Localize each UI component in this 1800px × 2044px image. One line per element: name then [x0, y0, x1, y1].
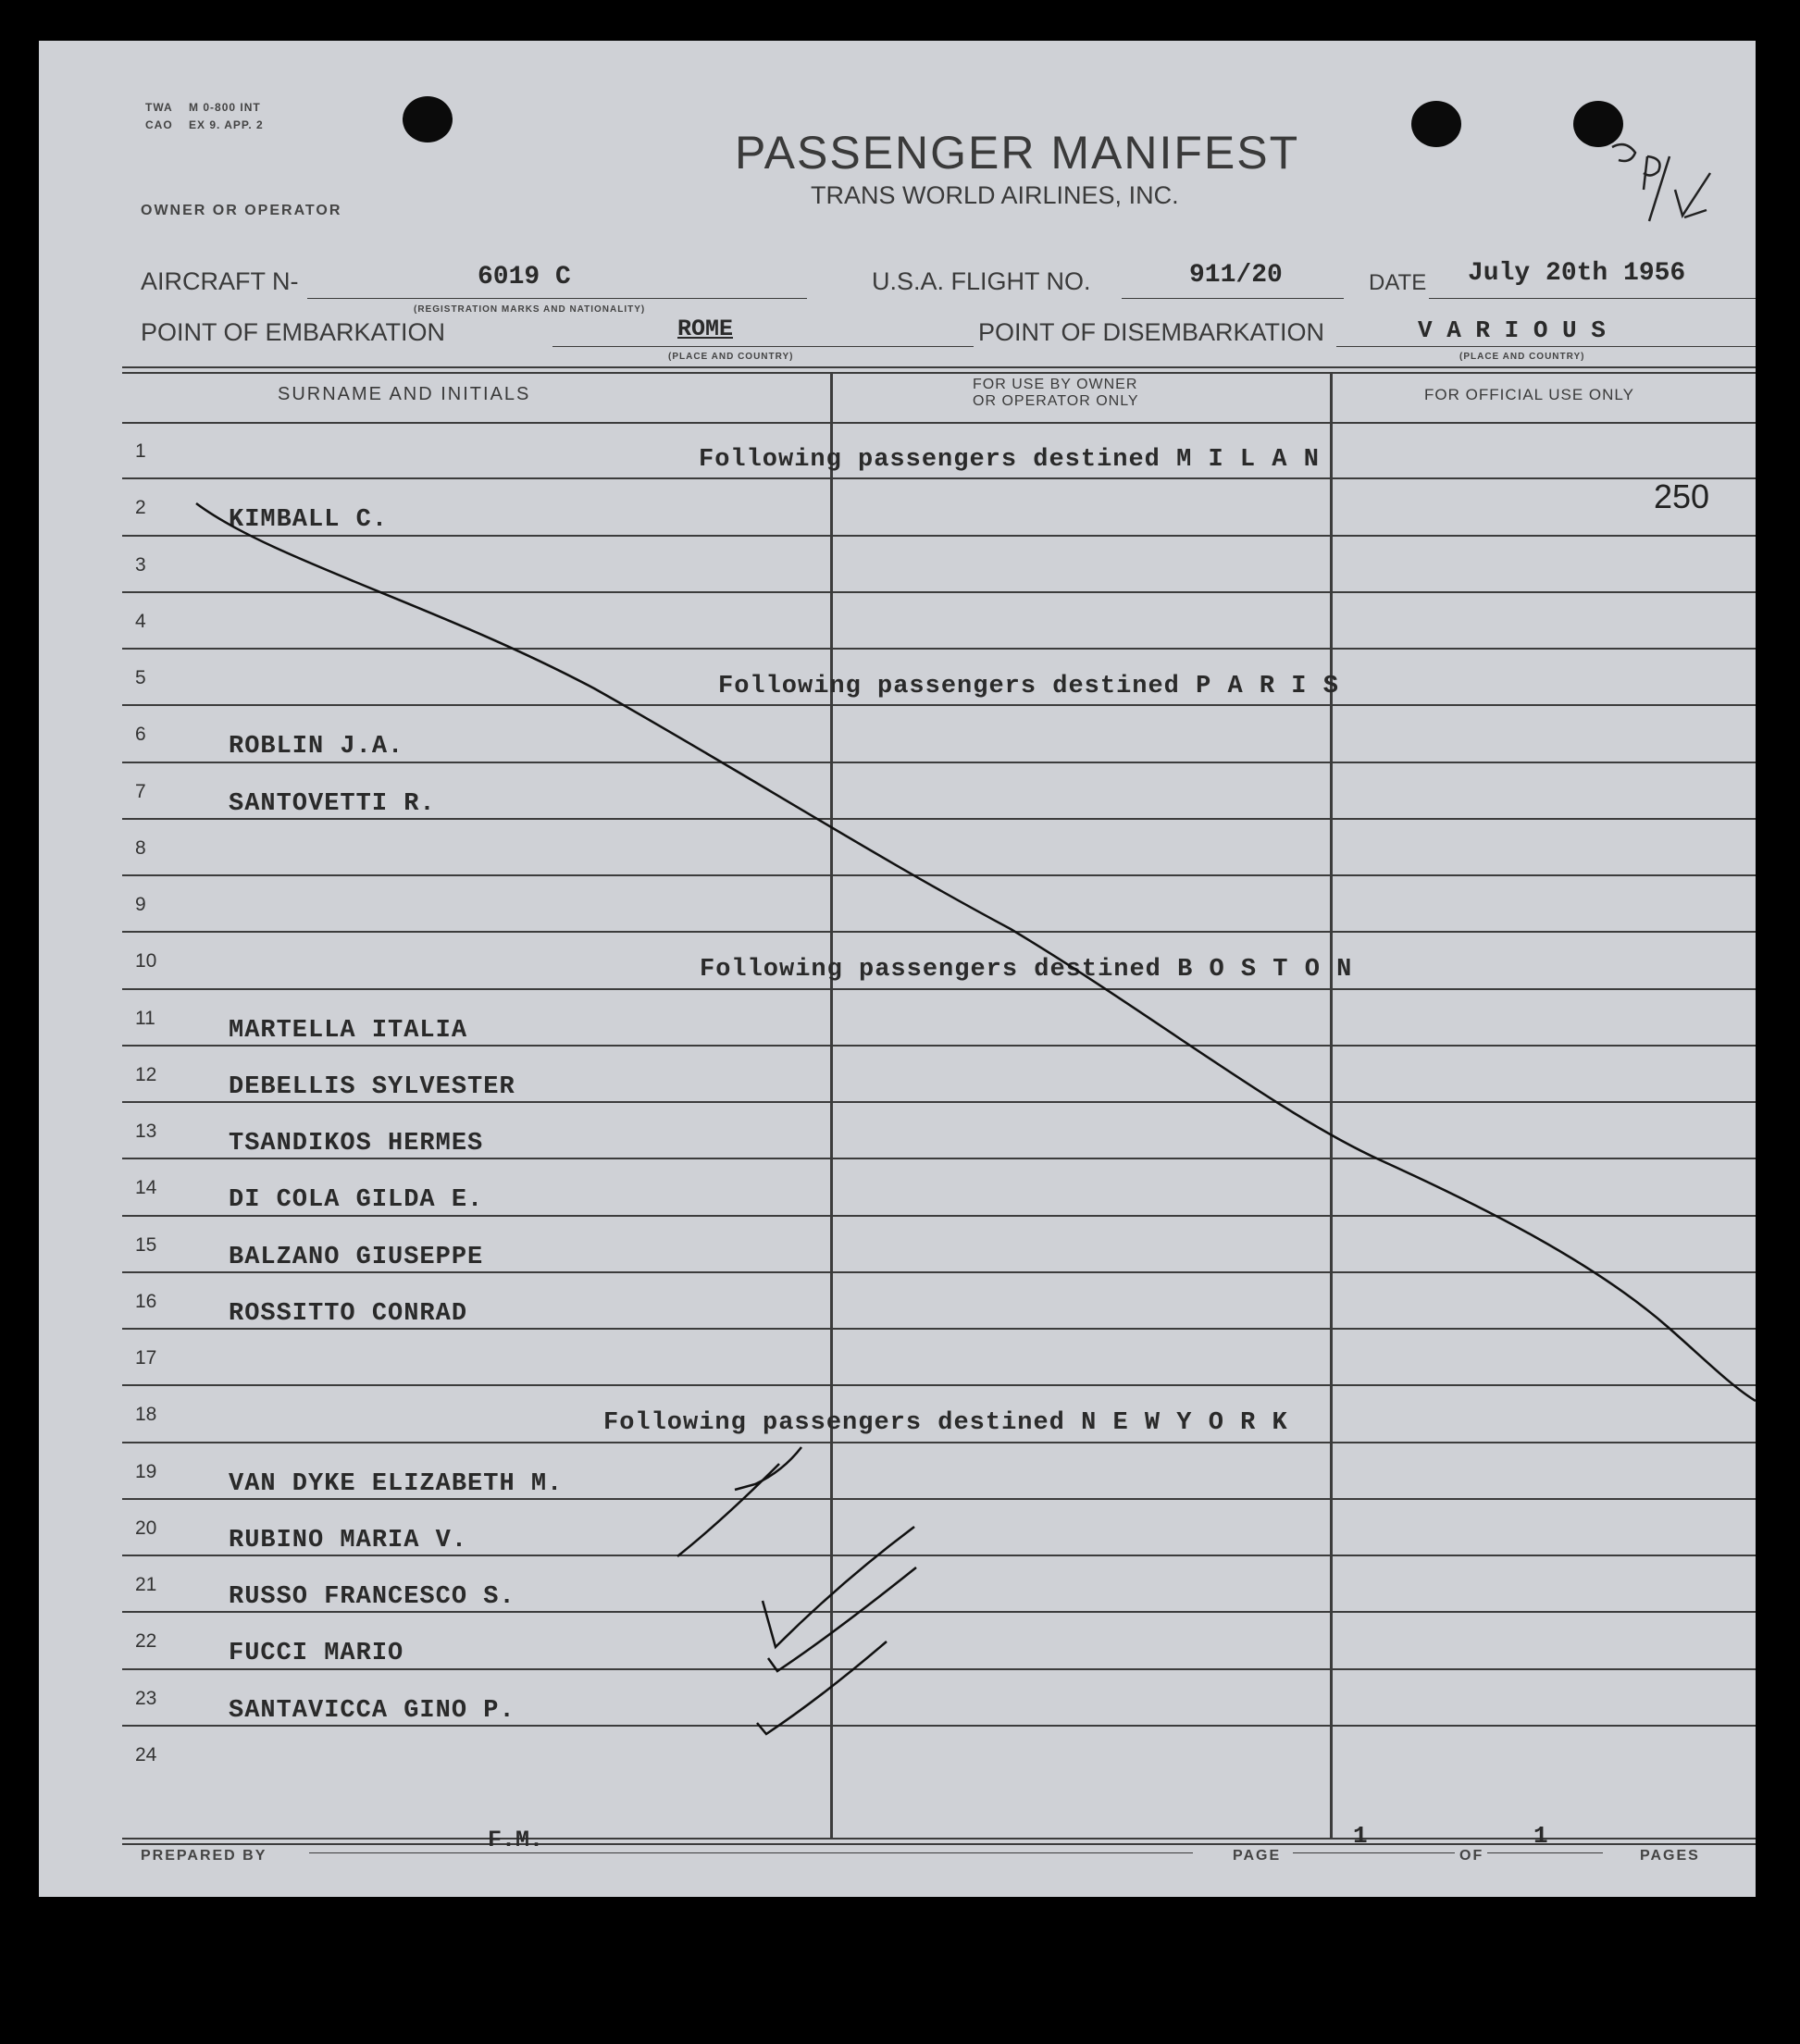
row-number: 6 [135, 724, 146, 746]
row-number: 8 [135, 836, 146, 859]
passenger-name: ROBLIN J.A. [229, 733, 404, 762]
form-code-line1: TWA M 0-800 INT [145, 101, 261, 114]
check-mark-row-23 [757, 1641, 887, 1734]
of-label: OF [1459, 1848, 1484, 1864]
passenger-name: BALZANO GIUSEPPE [229, 1243, 484, 1271]
destination-note: Following passengers destined B O S T O N [700, 956, 1353, 985]
passenger-name: RUBINO MARIA V. [229, 1526, 468, 1555]
row-number: 3 [135, 553, 146, 576]
prepared-value: F.M. [488, 1827, 544, 1853]
airline-name: TRANS WORLD AIRLINES, INC. [811, 181, 1179, 209]
row-number: 2 [135, 497, 146, 519]
passenger-name: VAN DYKE ELIZABETH M. [229, 1469, 564, 1498]
col-owner-use-1: FOR USE BY OWNER [973, 377, 1138, 392]
row-number: 22 [135, 1630, 157, 1653]
row-number: 4 [135, 610, 146, 632]
row-number: 14 [135, 1177, 157, 1199]
disembarkation-label: POINT OF DISEMBARKATION [978, 318, 1325, 346]
passenger-name: DEBELLIS SYLVESTER [229, 1072, 515, 1101]
row-number: 12 [135, 1063, 157, 1085]
row-number: 21 [135, 1574, 157, 1595]
check-mark-row-19 [735, 1447, 801, 1490]
of-value: 1 [1533, 1822, 1548, 1850]
col-owner-use-2: OR OPERATOR ONLY [973, 393, 1139, 409]
row-number: 10 [135, 950, 157, 972]
passenger-name: KIMBALL C. [229, 506, 389, 535]
passenger-name: RUSSO FRANCESCO S. [229, 1583, 515, 1611]
form-code-line2: CAO EX 9. APP. 2 [145, 118, 264, 131]
row-number: 20 [135, 1517, 157, 1539]
passenger-name: SANTOVETTI R. [229, 789, 436, 818]
row-number: 16 [135, 1290, 157, 1312]
check-mark-row-22 [768, 1567, 916, 1671]
row-number: 17 [135, 1347, 157, 1369]
row-number: 24 [135, 1743, 157, 1765]
official-value: 250 [1654, 477, 1710, 515]
aircraft-sublabel: (REGISTRATION MARKS AND NATIONALITY) [414, 304, 646, 315]
passenger-name: TSANDIKOS HERMES [229, 1130, 484, 1158]
aircraft-label: AIRCRAFT N- [141, 267, 299, 295]
embarkation-sublabel: (PLACE AND COUNTRY) [668, 352, 794, 362]
page-title: PASSENGER MANIFEST [735, 127, 1300, 179]
check-mark-row-20 [677, 1464, 779, 1556]
row-number: 7 [135, 780, 146, 802]
row-number: 9 [135, 894, 146, 915]
col-surname: SURNAME AND INITIALS [278, 384, 531, 404]
aircraft-value: 6019 C [478, 263, 571, 291]
check-marks [39, 41, 1756, 1897]
row-number: 23 [135, 1687, 157, 1709]
row-number: 19 [135, 1460, 157, 1482]
flight-value: 911/20 [1189, 261, 1283, 290]
pages-label: PAGES [1640, 1848, 1700, 1864]
passenger-name: FUCCI MARIO [229, 1640, 404, 1668]
prepared-label: PREPARED BY [141, 1848, 267, 1864]
date-value: July 20th 1956 [1468, 259, 1686, 288]
page-value: 1 [1353, 1822, 1368, 1850]
row-number: 1 [135, 440, 146, 462]
destination-note: Following passengers destined N E W Y O R K [603, 1409, 1288, 1438]
row-number: 13 [135, 1121, 157, 1142]
passenger-name: MARTELLA ITALIA [229, 1016, 468, 1045]
date-label: DATE [1369, 270, 1427, 295]
row-number: 15 [135, 1233, 157, 1256]
row-number: 5 [135, 667, 146, 688]
embarkation-value: ROME [677, 316, 734, 342]
passenger-name: SANTAVICCA GINO P. [229, 1696, 515, 1725]
page-label: PAGE [1233, 1848, 1282, 1864]
disembarkation-sublabel: (PLACE AND COUNTRY) [1459, 352, 1585, 362]
destination-note: Following passengers destined M I L A N [699, 446, 1320, 474]
owner-label: OWNER OR OPERATOR [141, 203, 342, 218]
passenger-name: DI COLA GILDA E. [229, 1186, 484, 1215]
row-number: 11 [135, 1007, 155, 1029]
embarkation-label: POINT OF EMBARKATION [141, 318, 446, 346]
destination-note: Following passengers destined P A R I S [718, 673, 1339, 700]
row-number: 18 [135, 1404, 157, 1426]
disembarkation-value: V A R I O U S [1418, 316, 1606, 344]
col-official: FOR OFFICIAL USE ONLY [1424, 386, 1634, 403]
manifest-sheet [39, 41, 1756, 1897]
passenger-name: ROSSITTO CONRAD [229, 1299, 468, 1328]
flight-label: U.S.A. FLIGHT NO. [872, 267, 1091, 295]
